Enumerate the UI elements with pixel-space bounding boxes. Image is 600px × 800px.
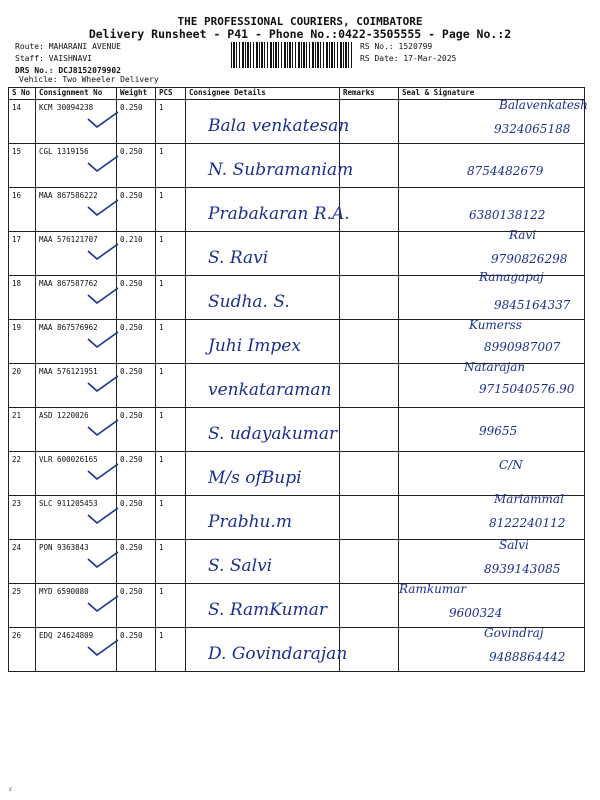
- row-sno: 25: [9, 584, 36, 628]
- row-remarks: [340, 628, 399, 672]
- col-header: Seal & Signature: [399, 88, 585, 100]
- row-consignee: Prabhu.m: [208, 512, 293, 532]
- row-consignment: MAA 867587762: [36, 276, 117, 320]
- row-pcs-cell: [156, 452, 186, 496]
- row-consignee-cell: [186, 496, 340, 540]
- row-sno: 21: [9, 408, 36, 452]
- row-consignment: MAA 576121951: [36, 364, 117, 408]
- row-consignee-cell: [186, 408, 340, 452]
- row-sig-number: 8754482679: [467, 164, 544, 178]
- row-consignment: MAA 867576962: [36, 320, 117, 364]
- row-weight: 0.250: [117, 320, 156, 364]
- check-mark-icon: [86, 418, 120, 438]
- row-consignment: KCM 30094238: [36, 100, 117, 144]
- row-pcs: 1: [159, 455, 164, 464]
- row-pcs-cell: [156, 496, 186, 540]
- row-consignment: ASD 1220026: [36, 408, 117, 452]
- row-remarks: [340, 364, 399, 408]
- row-consignee-cell: [186, 276, 340, 320]
- vehicle-label: Vehicle: Two Wheeler Delivery: [19, 75, 159, 84]
- row-pcs-cell: [156, 584, 186, 628]
- row-consignment: EDQ 24624809: [36, 628, 117, 672]
- runsheet-table: [8, 87, 588, 672]
- row-sig-name: Ranagapaj: [479, 270, 544, 284]
- row-pcs: 1: [159, 323, 164, 332]
- row-pcs-cell: [156, 144, 186, 188]
- table-row: [9, 232, 585, 276]
- row-signature-cell: [399, 98, 588, 144]
- row-signature-cell: [399, 270, 585, 320]
- row-signature-cell: [399, 360, 585, 408]
- row-signature-cell: [399, 628, 585, 672]
- row-consignee: S. Ravi: [208, 248, 269, 268]
- table-row: [9, 364, 585, 408]
- row-sno: 15: [9, 144, 36, 188]
- row-sig-name: Mariammal: [494, 492, 564, 506]
- check-mark-icon: [86, 286, 120, 306]
- row-sig-name: Kumerss: [469, 318, 522, 332]
- row-consignee-cell: [186, 540, 340, 584]
- row-weight: 0.250: [117, 100, 156, 144]
- row-consignee: M/s ofBupi: [208, 468, 302, 488]
- row-sig-number: 9790826298: [491, 252, 568, 266]
- row-consignee: Juhi Impex: [208, 336, 301, 356]
- row-sno: 19: [9, 320, 36, 364]
- row-signature-cell: [399, 408, 585, 452]
- col-header: Consignee Details: [186, 88, 340, 100]
- row-consignee-cell: [186, 452, 340, 496]
- row-consignment: SLC 911205453: [36, 496, 117, 540]
- row-remarks: [340, 540, 399, 584]
- check-mark-icon: [86, 374, 120, 394]
- row-pcs-cell: [156, 540, 186, 584]
- row-consignee: D. Govindarajan: [208, 644, 348, 664]
- table-row: [9, 452, 585, 496]
- row-sno: 16: [9, 188, 36, 232]
- row-consignee: S. Salvi: [208, 556, 273, 576]
- row-sig-name: Salvi: [499, 538, 529, 552]
- row-weight: 0.250: [117, 628, 156, 672]
- row-pcs: 1: [159, 279, 164, 288]
- table-row: [9, 144, 585, 188]
- row-pcs-cell: [156, 320, 186, 364]
- row-sno: 18: [9, 276, 36, 320]
- check-mark-icon: [86, 110, 120, 130]
- company-title: THE PROFESSIONAL COURIERS, COIMBATORE: [177, 15, 423, 28]
- row-consignee-cell: [186, 364, 340, 408]
- row-weight: 0.210: [117, 232, 156, 276]
- rs-no-label: RS No.: 1520799: [360, 42, 433, 51]
- row-sig-number: 9324065188: [494, 122, 571, 136]
- row-consignment: PON 9363843: [36, 540, 117, 584]
- table-row: [9, 628, 585, 672]
- row-sno: 23: [9, 496, 36, 540]
- row-consignee: Sudha. S.: [208, 292, 290, 312]
- row-sno: 17: [9, 232, 36, 276]
- row-sig-name: Ramkumar: [399, 582, 467, 596]
- row-weight: 0.250: [117, 188, 156, 232]
- check-mark-icon: [86, 594, 120, 614]
- corner-mark: ゞ: [6, 786, 13, 794]
- row-remarks: [340, 276, 399, 320]
- row-consignment: VLR 600026165: [36, 452, 117, 496]
- row-sig-number: 9600324: [449, 606, 503, 620]
- runsheet-subtitle: Delivery Runsheet - P41 - Phone No.:0422-3505555 - Page No.:2: [88, 27, 512, 41]
- row-sno: 22: [9, 452, 36, 496]
- col-header: Consignment No: [36, 88, 117, 100]
- row-sig-number: 9845164337: [494, 298, 571, 312]
- row-sig-name: Ravi: [509, 228, 537, 242]
- staff-label: Staff: VAISHNAVI: [15, 54, 93, 63]
- row-pcs: 1: [159, 191, 164, 200]
- row-pcs-cell: [156, 232, 186, 276]
- row-pcs: 1: [159, 235, 164, 244]
- col-header: Weight: [117, 88, 156, 100]
- row-pcs-cell: [156, 276, 186, 320]
- row-sig-name: C/N: [499, 458, 523, 472]
- row-pcs: 1: [159, 499, 164, 508]
- table-row: [9, 188, 585, 232]
- table-row: [9, 100, 585, 144]
- row-remarks: [340, 584, 399, 628]
- row-consignee-cell: [186, 320, 340, 364]
- row-pcs: 1: [159, 543, 164, 552]
- row-pcs-cell: [156, 408, 186, 452]
- row-sig-number: 99655: [479, 424, 518, 438]
- row-pcs: 1: [159, 411, 164, 420]
- rs-date-label: RS Date: 17-Mar-2025: [360, 54, 457, 63]
- row-signature-cell: [399, 144, 585, 188]
- row-pcs: 1: [159, 147, 164, 156]
- table-row: [9, 584, 585, 628]
- check-mark-icon: [86, 154, 120, 174]
- row-consignment: CGL 1319156: [36, 144, 117, 188]
- row-signature-cell: [399, 492, 585, 540]
- row-pcs: 1: [159, 587, 164, 596]
- row-pcs: 1: [159, 103, 164, 112]
- row-consignee-cell: [186, 188, 350, 232]
- row-weight: 0.250: [117, 496, 156, 540]
- row-signature-cell: [399, 320, 585, 364]
- row-sig-number: 8939143085: [484, 562, 561, 576]
- row-weight: 0.250: [117, 364, 156, 408]
- row-pcs-cell: [156, 628, 186, 672]
- table-row: [9, 320, 585, 364]
- row-consignment: MAA 576121707: [36, 232, 117, 276]
- table-row: [9, 276, 585, 320]
- row-remarks: [340, 496, 399, 540]
- row-remarks: [340, 452, 399, 496]
- row-signature-cell: [399, 584, 585, 628]
- row-consignee: Prabakaran R.A.: [208, 204, 350, 224]
- row-sig-name: Balavenkatesh: [499, 98, 588, 112]
- drs-label: DRS No.: DCJ8152079902: [15, 66, 121, 75]
- row-weight: 0.250: [117, 540, 156, 584]
- col-header: PCS: [156, 88, 186, 100]
- row-sig-number: 6380138122: [469, 208, 546, 222]
- row-consignment: MAA 867586222: [36, 188, 117, 232]
- check-mark-icon: [86, 550, 120, 570]
- row-pcs-cell: [156, 364, 186, 408]
- row-sig-number: 9488864442: [489, 650, 566, 664]
- row-remarks: [340, 320, 399, 364]
- row-consignment: MYD 6590080: [36, 584, 117, 628]
- check-mark-icon: [86, 462, 120, 482]
- row-consignee-cell: [186, 628, 348, 672]
- table-row: [9, 408, 585, 452]
- row-pcs: 1: [159, 367, 164, 376]
- row-sig-number: 8990987007: [484, 340, 561, 354]
- row-consignee-cell: [186, 584, 340, 628]
- table-row: [9, 496, 585, 540]
- row-signature-cell: [399, 540, 585, 584]
- row-consignee-cell: [186, 100, 350, 144]
- check-mark-icon: [86, 330, 120, 350]
- row-remarks: [340, 408, 399, 452]
- row-sno: 14: [9, 100, 36, 144]
- check-mark-icon: [86, 198, 120, 218]
- row-weight: 0.250: [117, 452, 156, 496]
- row-signature-cell: [399, 228, 585, 276]
- row-consignee: venkataraman: [208, 380, 332, 400]
- row-pcs-cell: [156, 188, 186, 232]
- row-consignee-cell: [186, 144, 354, 188]
- row-signature-cell: [399, 452, 585, 496]
- check-mark-icon: [86, 506, 120, 526]
- col-header: S No: [9, 88, 36, 100]
- row-weight: 0.250: [117, 408, 156, 452]
- check-mark-icon: [86, 242, 120, 262]
- row-consignee: S. RamKumar: [208, 600, 327, 620]
- row-consignee: S. udayakumar: [208, 424, 338, 444]
- row-remarks: [340, 232, 399, 276]
- row-consignee: N. Subramaniam: [208, 160, 354, 180]
- route-label: Route: MAHARANI AVENUE: [15, 42, 121, 51]
- row-sig-number: 8122240112: [489, 516, 566, 530]
- row-signature-cell: [399, 188, 585, 232]
- row-weight: 0.250: [117, 276, 156, 320]
- row-consignee-cell: [186, 232, 340, 276]
- row-sig-number: 9715040576.90: [479, 382, 575, 396]
- row-sno: 24: [9, 540, 36, 584]
- table-row: [9, 540, 585, 584]
- check-mark-icon: [86, 638, 120, 658]
- row-sno: 20: [9, 364, 36, 408]
- row-sig-name: Govindraj: [484, 626, 544, 640]
- row-consignee: Bala venkatesan: [208, 116, 350, 136]
- row-pcs-cell: [156, 100, 186, 144]
- barcode: [231, 42, 353, 68]
- col-header: Remarks: [340, 88, 399, 100]
- row-weight: 0.250: [117, 584, 156, 628]
- row-sno: 26: [9, 628, 36, 672]
- row-sig-name: Natarajan: [464, 360, 526, 374]
- row-weight: 0.250: [117, 144, 156, 188]
- row-pcs: 1: [159, 631, 164, 640]
